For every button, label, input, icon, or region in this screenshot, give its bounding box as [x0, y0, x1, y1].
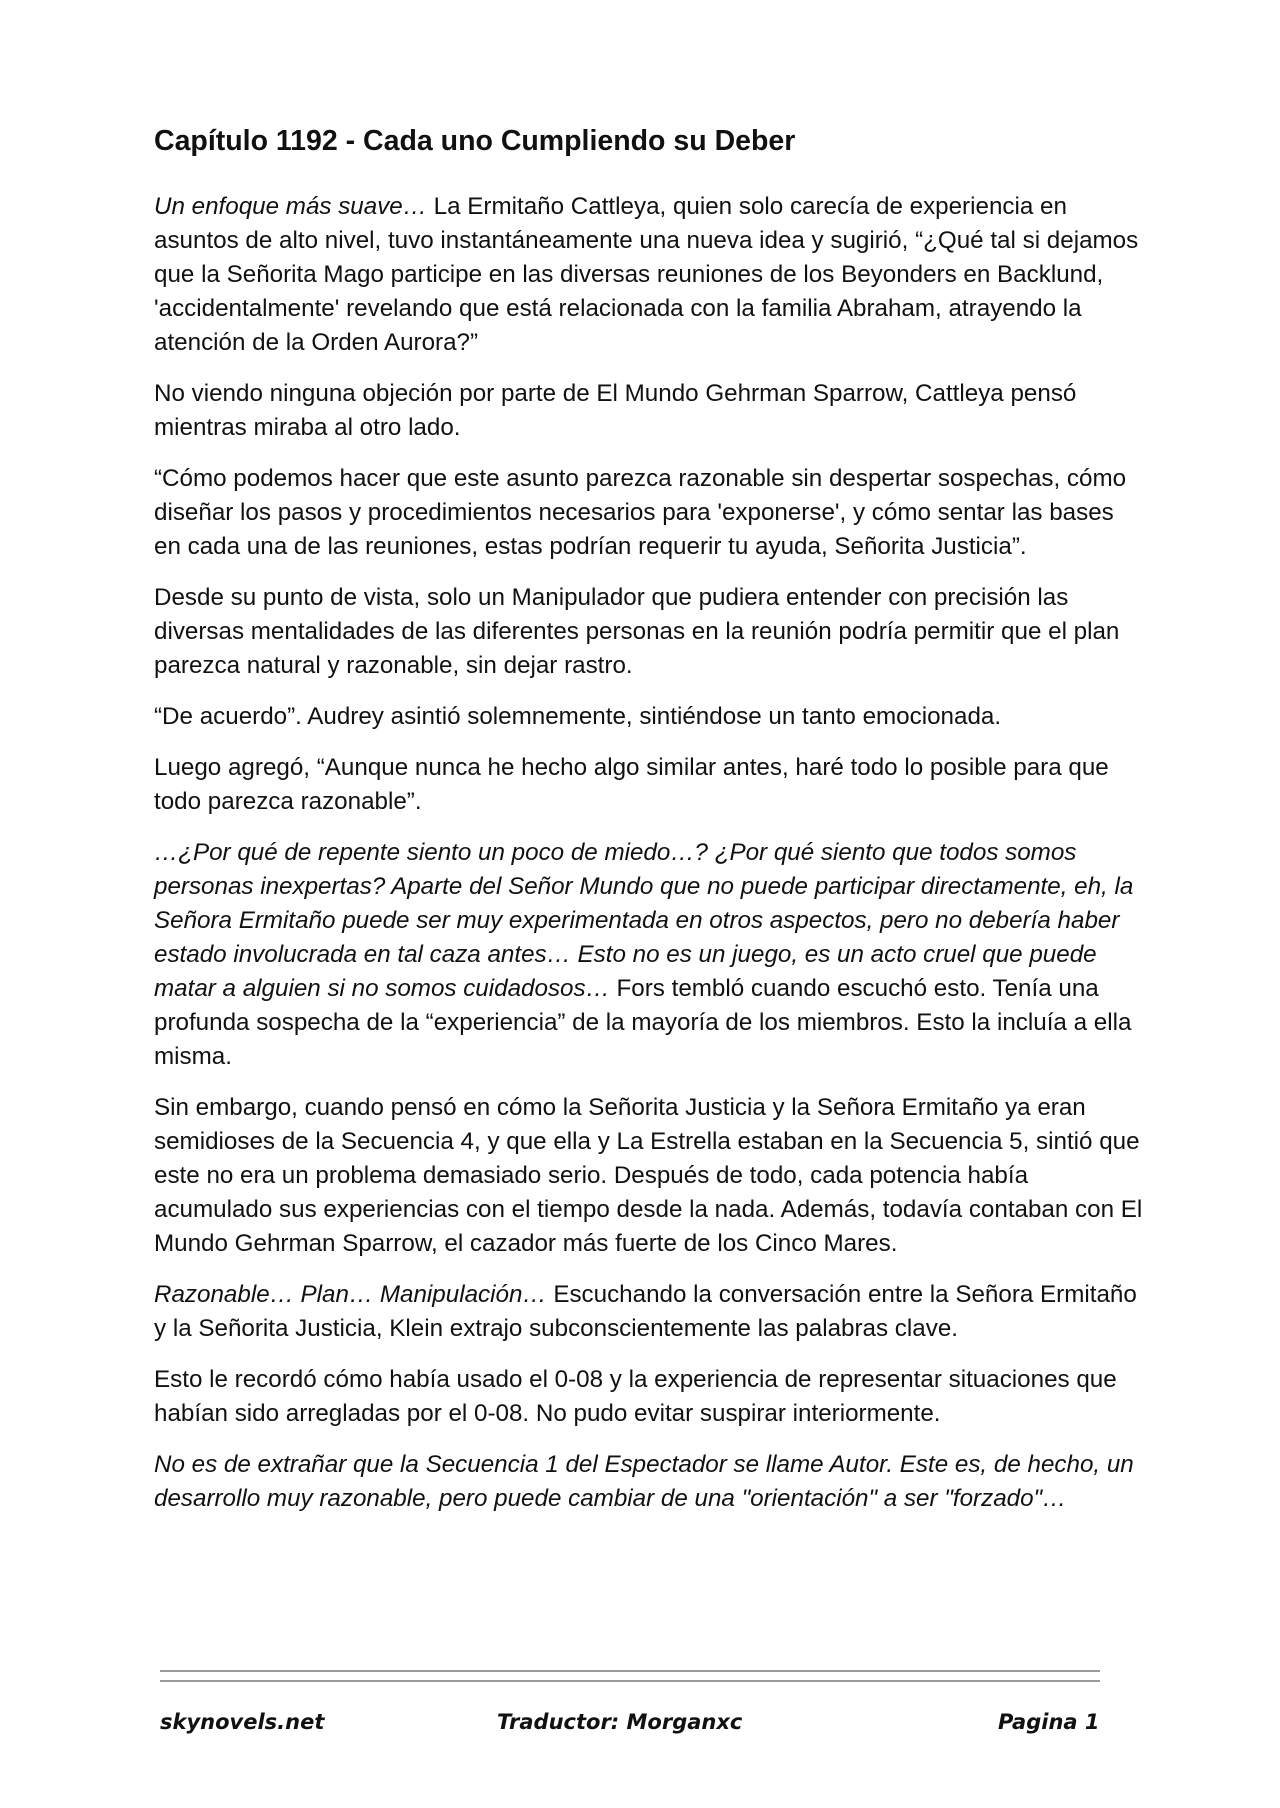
footer-site: skynovels.net	[160, 1710, 325, 1734]
footer-page-number: Pagina 1	[998, 1710, 1100, 1734]
paragraph-text: La Ermitaño Cattleya, quien solo carecía de experiencia en asuntos de alto nivel, tuvo instantáneamente una nueva idea y sugirió, “¿Qué tal si dejamos que la Señorita Mago participe en las diversas reuniones de los Beyonders en Backlund, 'accidentalmente' revelando que está relacionada con la familia Abraham, atrayendo la atención de la Orden Aurora?”	[154, 193, 1139, 356]
paragraph-9	[154, 1278, 1144, 1346]
footer-divider-bottom	[160, 1680, 1100, 1682]
paragraph-italic-lead: No es de extrañar que la Secuencia 1 del Espectador se llame Autor. Este es, de hecho, un desarrollo muy razonable, pero puede cambiar de una "orientación" a ser "forzado"…	[154, 1451, 1134, 1512]
paragraph-text: No viendo ninguna objeción por parte de El Mundo Gehrman Sparrow, Cattleya pensó mientras miraba al otro lado.	[154, 380, 1077, 441]
paragraph-2	[154, 377, 1144, 445]
footer-divider-top	[160, 1670, 1100, 1672]
paragraph-11	[154, 1448, 1144, 1516]
paragraph-text: Luego agregó, “Aunque nunca he hecho algo similar antes, haré todo lo posible para que todo parezca razonable”.	[154, 754, 1109, 815]
paragraph-text: “Cómo podemos hacer que este asunto parezca razonable sin despertar sospechas, cómo diseñar los pasos y procedimientos necesarios para 'exponerse', y cómo sentar las bases en cada una de las reuniones, estas podrían requerir tu ayuda, Señorita Justicia”.	[154, 465, 1127, 560]
paragraph-text: Desde su punto de vista, solo un Manipulador que pudiera entender con precisión las diversas mentalidades de las diferentes personas en la reunión podría permitir que el plan parezca natural y razonable, sin dejar rastro.	[154, 584, 1120, 679]
paragraph-3	[154, 462, 1144, 564]
paragraph-text: Esto le recordó cómo había usado el 0-08 y la experiencia de representar situaciones que habían sido arregladas por el 0-08. No pudo evitar suspirar interiormente.	[154, 1366, 1117, 1427]
paragraph-5	[154, 700, 1144, 734]
document-body	[154, 118, 1144, 1533]
paragraph-10	[154, 1363, 1144, 1431]
paragraph-italic-lead: Razonable… Plan… Manipulación…	[154, 1281, 547, 1308]
paragraph-4	[154, 581, 1144, 683]
paragraph-text: “De acuerdo”. Audrey asintió solemnemente, sintiéndose un tanto emocionada.	[154, 703, 1002, 730]
paragraph-6	[154, 751, 1144, 819]
paragraph-8	[154, 1091, 1144, 1261]
paragraph-7	[154, 836, 1144, 1074]
paragraph-text: Fors tembló cuando escuchó esto. Tenía una profunda sospecha de la “experiencia” de la mayoría de los miembros. Esto la incluía a ella misma.	[154, 975, 1132, 1070]
chapter-title: Capítulo 1192 - Cada uno Cumpliendo su Deber	[154, 125, 796, 157]
paragraph-italic-lead: …¿Por qué de repente siento un poco de miedo…? ¿Por qué siento que todos somos personas inexpertas? Aparte del Señor Mundo que no puede participar directamente, eh, la Señora Ermitaño puede ser muy experimentada en otros aspectos, pero no debería haber estado involucrada en tal caza antes… Esto no es un juego, es un acto cruel que puede matar a alguien si no somos cuidadosos…	[154, 839, 1134, 1002]
footer-translator: Traductor: Morganxc	[497, 1710, 743, 1734]
paragraph-italic-lead: Un enfoque más suave…	[154, 193, 427, 220]
paragraph-1	[154, 190, 1144, 360]
paragraph-text: Sin embargo, cuando pensó en cómo la Señorita Justicia y la Señora Ermitaño ya eran semidioses de la Secuencia 4, y que ella y La Estrella estaban en la Secuencia 5, sintió que este no era un problema demasiado serio. Después de todo, cada potencia había acumulado sus experiencias con el tiempo desde la nada. Además, todavía contaban con El Mundo Gehrman Sparrow, el cazador más fuerte de los Cinco Mares.	[154, 1094, 1143, 1257]
paragraph-text: Escuchando la conversación entre la Señora Ermitaño y la Señorita Justicia, Klein extrajo subconscientemente las palabras clave.	[154, 1281, 1137, 1342]
